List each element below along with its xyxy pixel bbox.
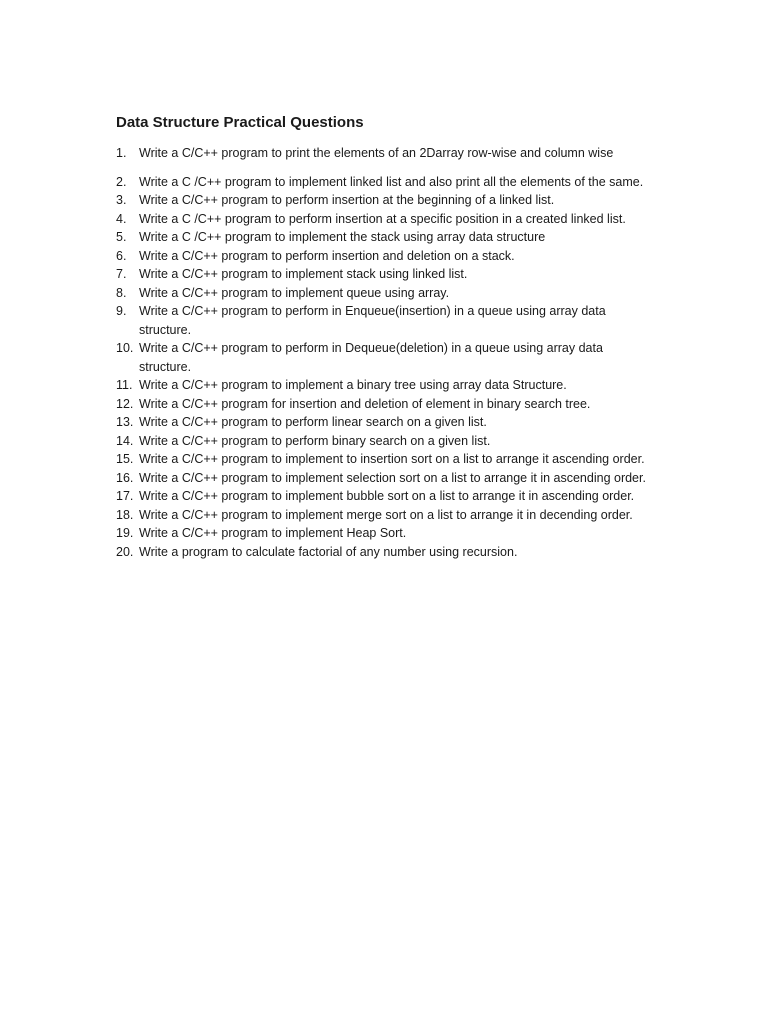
question-text: Write a C/C++ program to implement queue using array.	[139, 285, 450, 300]
question-item	[116, 395, 680, 414]
question-item	[116, 432, 680, 451]
question-number: 4.	[116, 211, 127, 226]
question-number: 19.	[116, 526, 134, 540]
question-text: Write a program to calculate factorial of any number using recursion.	[139, 544, 518, 559]
question-item	[116, 450, 680, 469]
question-number: 11.	[116, 378, 133, 392]
question-item	[116, 506, 680, 525]
question-text: Write a C/C++ program to implement merge sort on a list to arrange it in decending order.	[139, 507, 633, 522]
question-item	[116, 413, 680, 432]
question-number: 20.	[116, 544, 134, 559]
question-text: Write a C /C++ program to implement linked list and also print all the elements of the same.	[139, 174, 644, 189]
question-item	[116, 228, 680, 247]
question-item	[116, 173, 680, 192]
question-text: Write a C/C++ program for insertion and deletion of element in binary search tree.	[139, 396, 591, 411]
question-number: 16.	[116, 470, 134, 485]
question-number: 7.	[116, 267, 127, 281]
question-item	[116, 339, 680, 376]
question-text: Write a C/C++ program to implement selection sort on a list to arrange it in ascending order.	[139, 470, 646, 485]
question-number: 8.	[116, 285, 127, 300]
question-text: Write a C /C++ program to perform insertion at a specific position in a created linked list.	[139, 211, 626, 226]
question-item	[116, 265, 680, 284]
question-number: 12.	[116, 396, 134, 411]
question-item	[116, 543, 680, 562]
question-item	[116, 487, 680, 506]
question-number: 5.	[116, 230, 127, 244]
question-number: 3.	[116, 193, 127, 207]
question-text: Write a C/C++ program to implement bubble sort on a list to arrange it in ascending order.	[139, 489, 635, 503]
question-number: 9.	[116, 304, 127, 318]
question-text: Write a C/C++ program to perform insertion and deletion on a stack.	[139, 248, 515, 263]
question-number: 6.	[116, 248, 127, 263]
question-number: 17.	[116, 489, 134, 503]
question-item	[116, 191, 680, 210]
question-item	[116, 302, 680, 339]
question-text: Write a C/C++ program to perform linear search on a given list.	[139, 415, 487, 429]
question-text: Write a C/C++ program to perform in Enqueue(insertion) in a queue using array data structure.	[139, 304, 606, 337]
question-text: Write a C/C++ program to implement stack using linked list.	[139, 267, 468, 281]
question-item	[116, 284, 680, 303]
question-item	[116, 376, 680, 395]
question-number: 14.	[116, 433, 134, 448]
question-list	[116, 144, 680, 561]
question-text: Write a C/C++ program to print the elements of an 2Darray row-wise and column wise	[139, 146, 614, 160]
question-number: 10.	[116, 341, 134, 355]
question-item	[116, 247, 680, 266]
question-text: Write a C/C++ program to perform in Dequeue(deletion) in a queue using array data structure.	[139, 341, 603, 374]
question-number: 2.	[116, 174, 127, 189]
question-text: Write a C /C++ program to implement the stack using array data structure	[139, 230, 546, 244]
question-text: Write a C/C++ program to implement a binary tree using array data Structure.	[139, 378, 567, 392]
question-text: Write a C/C++ program to perform insertion at the beginning of a linked list.	[139, 193, 555, 207]
question-item	[116, 469, 680, 488]
question-number: 1.	[116, 146, 127, 160]
question-text: Write a C/C++ program to implement Heap Sort.	[139, 526, 407, 540]
question-text: Write a C/C++ program to implement to insertion sort on a list to arrange it ascending order.	[139, 452, 645, 466]
question-number: 13.	[116, 415, 134, 429]
question-item	[116, 144, 680, 163]
document-title: Data Structure Practical Questions	[116, 114, 364, 131]
question-item	[116, 524, 680, 543]
question-number: 15.	[116, 452, 134, 466]
question-item	[116, 210, 680, 229]
question-text: Write a C/C++ program to perform binary search on a given list.	[139, 433, 491, 448]
question-number: 18.	[116, 507, 134, 522]
